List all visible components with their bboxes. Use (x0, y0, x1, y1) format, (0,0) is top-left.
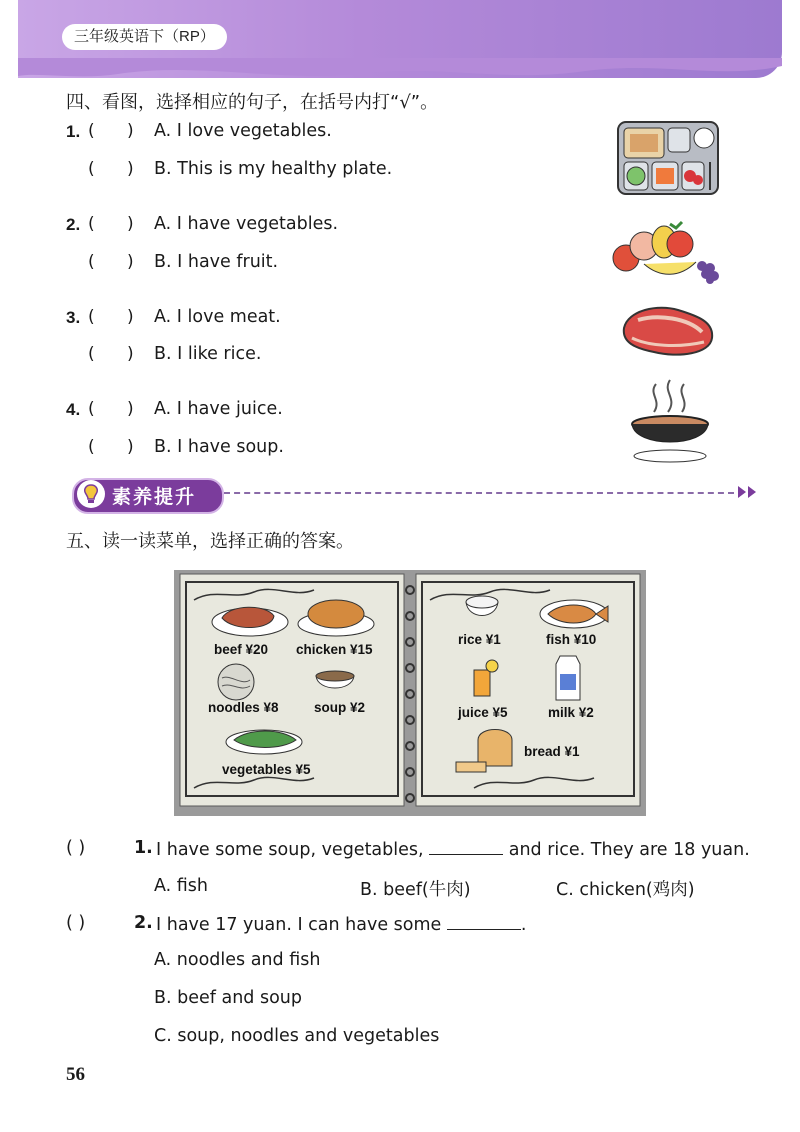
menu-item-rice: rice ¥1 (458, 632, 501, 647)
menu-item-soup: soup ¥2 (314, 700, 366, 715)
menu-item-fish: fish ¥10 (546, 632, 597, 647)
q4-2a-answer-box[interactable]: ( ) (88, 214, 134, 234)
q4-1-option-a: A. I love vegetables. (154, 121, 332, 141)
q5-2-stem (156, 913, 526, 935)
fruit-basket-image (610, 218, 728, 286)
section5-title: 五、读一读菜单，选择正确的答案。 (66, 531, 354, 552)
q5-2-stem-after: . (520, 915, 527, 935)
menu-item-chicken: chicken ¥15 (296, 642, 373, 657)
q4-2-option-b: B. I have fruit. (154, 252, 279, 272)
meat-slices-image (618, 298, 718, 362)
q5-2-stem-before: I have 17 yuan. I can have some (156, 915, 442, 935)
q4-2-option-a: A. I have vegetables. (154, 214, 339, 234)
q4-4-number: 4. (66, 400, 81, 419)
q5-1-stem-after: and rice. They are 18 yuan. (508, 840, 750, 860)
banner-label: 素养提升 (112, 486, 197, 508)
menu-item-bread: bread ¥1 (524, 744, 580, 759)
q4-3-option-a: A. I love meat. (154, 307, 281, 327)
menu-book-frame (174, 570, 646, 816)
q4-1-option-b: B. This is my healthy plate. (154, 159, 393, 179)
q4-3b-answer-box[interactable]: ( ) (88, 344, 134, 364)
section4-title: 四、看图，选择相应的句子，在括号内打“√”。 (66, 92, 439, 113)
q4-4b-answer-box[interactable]: ( ) (88, 437, 134, 457)
double-arrow-icon (736, 484, 760, 500)
q4-4a-answer-box[interactable]: ( ) (88, 399, 134, 419)
book-tag: 三年级英语下（RP） (62, 24, 227, 50)
menu-item-noodles: noodles ¥8 (208, 700, 279, 715)
page-number: 56 (66, 1064, 85, 1085)
q5-2-answer-box[interactable]: ( ) (66, 913, 86, 933)
q4-3-option-b: B. I like rice. (154, 344, 262, 364)
q5-1-number: 1. (134, 838, 153, 858)
menu-item-milk: milk ¥2 (548, 705, 594, 720)
q5-1-option-b: B. beef(牛肉) (360, 880, 471, 900)
q5-1-stem-before: I have some soup, vegetables, (156, 840, 424, 860)
menu-item-vegetables: vegetables ¥5 (222, 762, 311, 777)
lunch-tray-image (616, 120, 720, 196)
header-wave (18, 58, 782, 82)
q5-1-stem (156, 838, 750, 860)
q5-2-number: 2. (134, 913, 153, 933)
q5-1-answer-box[interactable]: ( ) (66, 838, 86, 858)
menu-book (174, 570, 646, 816)
q5-1-option-a: A. fish (154, 876, 209, 896)
q4-1-number: 1. (66, 122, 81, 141)
q4-3-number: 3. (66, 308, 81, 327)
soup-bowl-image (628, 378, 712, 464)
q4-1a-answer-box[interactable]: ( ) (88, 121, 134, 141)
q5-2-option-b: B. beef and soup (154, 988, 303, 1008)
q4-4-option-b: B. I have soup. (154, 437, 284, 457)
q4-2-number: 2. (66, 215, 81, 234)
q4-2b-answer-box[interactable]: ( ) (88, 252, 134, 272)
lightbulb-icon (76, 479, 106, 509)
q4-4-option-a: A. I have juice. (154, 399, 283, 419)
q5-2-blank[interactable] (447, 913, 521, 930)
menu-item-beef: beef ¥20 (214, 642, 269, 657)
q5-2-option-a: A. noodles and fish (154, 950, 321, 970)
q5-1-option-c: C. chicken(鸡肉) (556, 880, 695, 900)
q4-1b-answer-box[interactable]: ( ) (88, 159, 134, 179)
banner-dash-line (224, 492, 734, 494)
q5-2-option-c: C. soup, noodles and vegetables (154, 1026, 440, 1046)
q4-3a-answer-box[interactable]: ( ) (88, 307, 134, 327)
menu-item-juice: juice ¥5 (458, 705, 508, 720)
q5-1-blank[interactable] (429, 838, 503, 855)
